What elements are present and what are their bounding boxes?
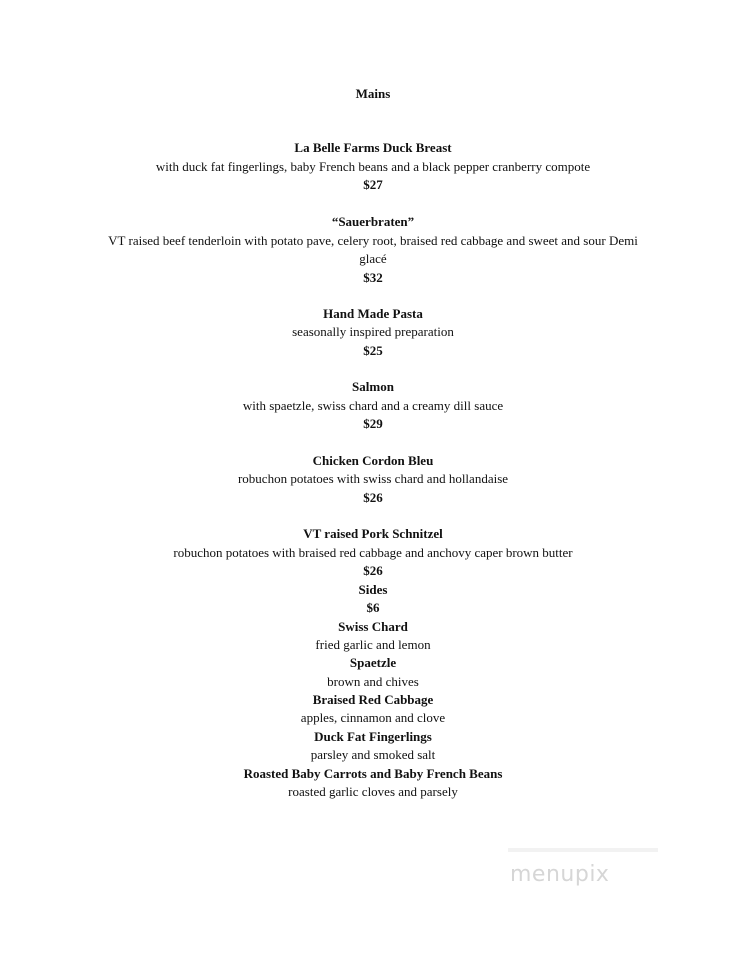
dish-description: robuchon potatoes with swiss chard and hollandaise bbox=[237, 471, 509, 486]
dish-price: $32 bbox=[363, 270, 383, 285]
dish-description-continued: glacé bbox=[359, 251, 387, 266]
side-name: Braised Red Cabbage bbox=[312, 692, 434, 707]
side-description: fried garlic and lemon bbox=[315, 637, 431, 652]
side-name: Duck Fat Fingerlings bbox=[314, 729, 432, 744]
dish-description: robuchon potatoes with braised red cabbage and anchovy caper brown butter bbox=[173, 545, 573, 560]
side-name: Roasted Baby Carrots and Baby French Beans bbox=[243, 766, 503, 781]
side-description: brown and chives bbox=[327, 674, 419, 689]
dish-price: $25 bbox=[363, 343, 383, 358]
dish-description: with duck fat fingerlings, baby French beans and a black pepper cranberry compote bbox=[155, 159, 591, 174]
watermark-bar bbox=[508, 848, 658, 852]
dish-name: Hand Made Pasta bbox=[323, 306, 423, 321]
side-name: Swiss Chard bbox=[338, 619, 408, 634]
dish-price: $26 bbox=[363, 563, 383, 578]
dish-name: “Sauerbraten” bbox=[331, 214, 415, 229]
dish-description: seasonally inspired preparation bbox=[292, 324, 454, 339]
dish-description: VT raised beef tenderloin with potato pave, celery root, braised red cabbage and sweet and sour Demi bbox=[108, 233, 638, 248]
side-description: parsley and smoked salt bbox=[310, 747, 436, 762]
dish-name: Chicken Cordon Bleu bbox=[312, 453, 434, 468]
side-description: apples, cinnamon and clove bbox=[300, 710, 446, 725]
dish-price: $27 bbox=[363, 177, 383, 192]
section-heading-mains: Mains bbox=[355, 86, 391, 101]
dish-price: $26 bbox=[363, 490, 383, 505]
dish-name: Salmon bbox=[352, 379, 394, 394]
sides-price: $6 bbox=[366, 600, 380, 615]
dish-name: VT raised Pork Schnitzel bbox=[303, 526, 443, 541]
side-description: roasted garlic cloves and parsely bbox=[288, 784, 458, 799]
dish-price: $29 bbox=[363, 416, 383, 431]
section-heading-sides: Sides bbox=[358, 582, 388, 597]
dish-name: La Belle Farms Duck Breast bbox=[294, 140, 452, 155]
dish-description: with spaetzle, swiss chard and a creamy dill sauce bbox=[242, 398, 504, 413]
side-name: Spaetzle bbox=[349, 655, 397, 670]
menupix-watermark: menupix bbox=[510, 862, 610, 887]
